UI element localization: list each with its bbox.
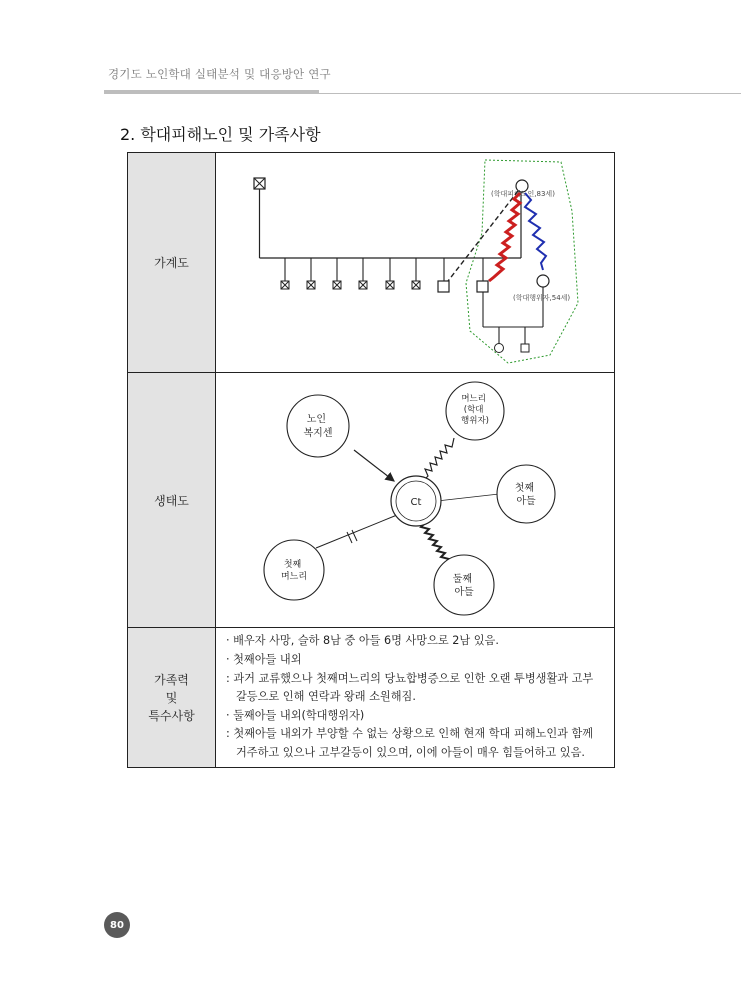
notes-cell bbox=[216, 628, 615, 768]
page-number: 80 bbox=[104, 912, 130, 938]
support-arrow bbox=[354, 450, 394, 481]
deceased-son-icon bbox=[281, 281, 420, 289]
table-row-genogram bbox=[128, 153, 615, 373]
note-line: · 첫째아들 내외 bbox=[226, 653, 302, 667]
note-line: 거주하고 있으나 고부갈등이 있으며, 이에 아들이 매우 힘들어하고 있음. bbox=[236, 745, 585, 759]
genogram-cell bbox=[216, 153, 615, 373]
first-son-node bbox=[497, 465, 555, 523]
granddaughter-icon bbox=[495, 344, 504, 353]
table-row-notes bbox=[128, 628, 615, 768]
notes-label bbox=[128, 628, 216, 768]
second-son-label: 둘째 아들 bbox=[452, 574, 474, 598]
first-son-label: 첫째 아들 bbox=[514, 483, 536, 507]
first-son-icon bbox=[438, 281, 449, 292]
client-label: Ct bbox=[410, 497, 422, 508]
tenuous-link-first-daughter-in-law bbox=[316, 515, 397, 548]
welfare-center-label: 노인 복지센 bbox=[303, 414, 333, 439]
running-header: 경기도 노인학대 실태분석 및 대응방안 연구 bbox=[108, 67, 331, 81]
first-daughter-in-law-node bbox=[264, 540, 324, 600]
header-rule bbox=[104, 93, 741, 94]
ecomap-figure bbox=[216, 373, 616, 627]
conflict-line-second-son bbox=[418, 521, 450, 567]
grandson-icon bbox=[521, 344, 529, 352]
deceased-husband-icon bbox=[254, 178, 265, 189]
weak-link-first-son bbox=[437, 494, 499, 501]
note-line: · 배우자 사망, 슬하 8남 중 아들 6명 사망으로 2남 있음. bbox=[226, 634, 499, 648]
ecomap-svg bbox=[216, 373, 616, 627]
genogram-svg bbox=[216, 153, 616, 372]
conflict-line-blue bbox=[525, 193, 546, 270]
notes-label-line: 가족력 bbox=[154, 672, 189, 687]
welfare-center-node bbox=[287, 395, 349, 457]
table-row-ecomap bbox=[128, 373, 615, 628]
children-lines bbox=[285, 258, 483, 281]
second-son-node bbox=[434, 555, 494, 615]
ecomap-cell bbox=[216, 373, 615, 628]
note-line: : 첫째아들 내외가 부양할 수 없는 상황으로 인해 현재 학대 피해노인과 함께 bbox=[226, 727, 594, 741]
notes-text bbox=[216, 628, 614, 766]
second-son-icon bbox=[477, 281, 488, 292]
note-line: 갈등으로 인해 연락과 왕래 소원해짐. bbox=[236, 690, 416, 704]
notes-label-line: 및 bbox=[165, 690, 178, 705]
elder-note: (학대피해노인,83세) bbox=[491, 190, 555, 198]
conflict-line-daughter-in-law bbox=[423, 438, 454, 481]
genogram-label: 가계도 bbox=[128, 153, 216, 373]
first-daughter-in-law-label: 첫째 며느리 bbox=[280, 560, 308, 582]
genogram-figure bbox=[216, 153, 616, 372]
note-line: : 과거 교류했으나 첫째며느리의 당뇨합병증으로 인한 오랜 투병생활과 고부 bbox=[226, 671, 594, 685]
section-title: 2. 학대피해노인 및 가족사항 bbox=[120, 125, 321, 144]
notes-label-line: 특수사항 bbox=[148, 708, 195, 723]
daughter-in-law-label: 며느리 (학대 행위자) bbox=[461, 394, 489, 426]
abuser-note: (학대행위자,54세) bbox=[513, 294, 571, 302]
note-line: · 둘째아들 내외(학대행위자) bbox=[226, 708, 365, 722]
family-info-table bbox=[127, 152, 615, 768]
conflict-line-red bbox=[489, 193, 520, 281]
ecomap-label: 생태도 bbox=[128, 373, 216, 628]
daughter-in-law-icon bbox=[537, 275, 549, 287]
